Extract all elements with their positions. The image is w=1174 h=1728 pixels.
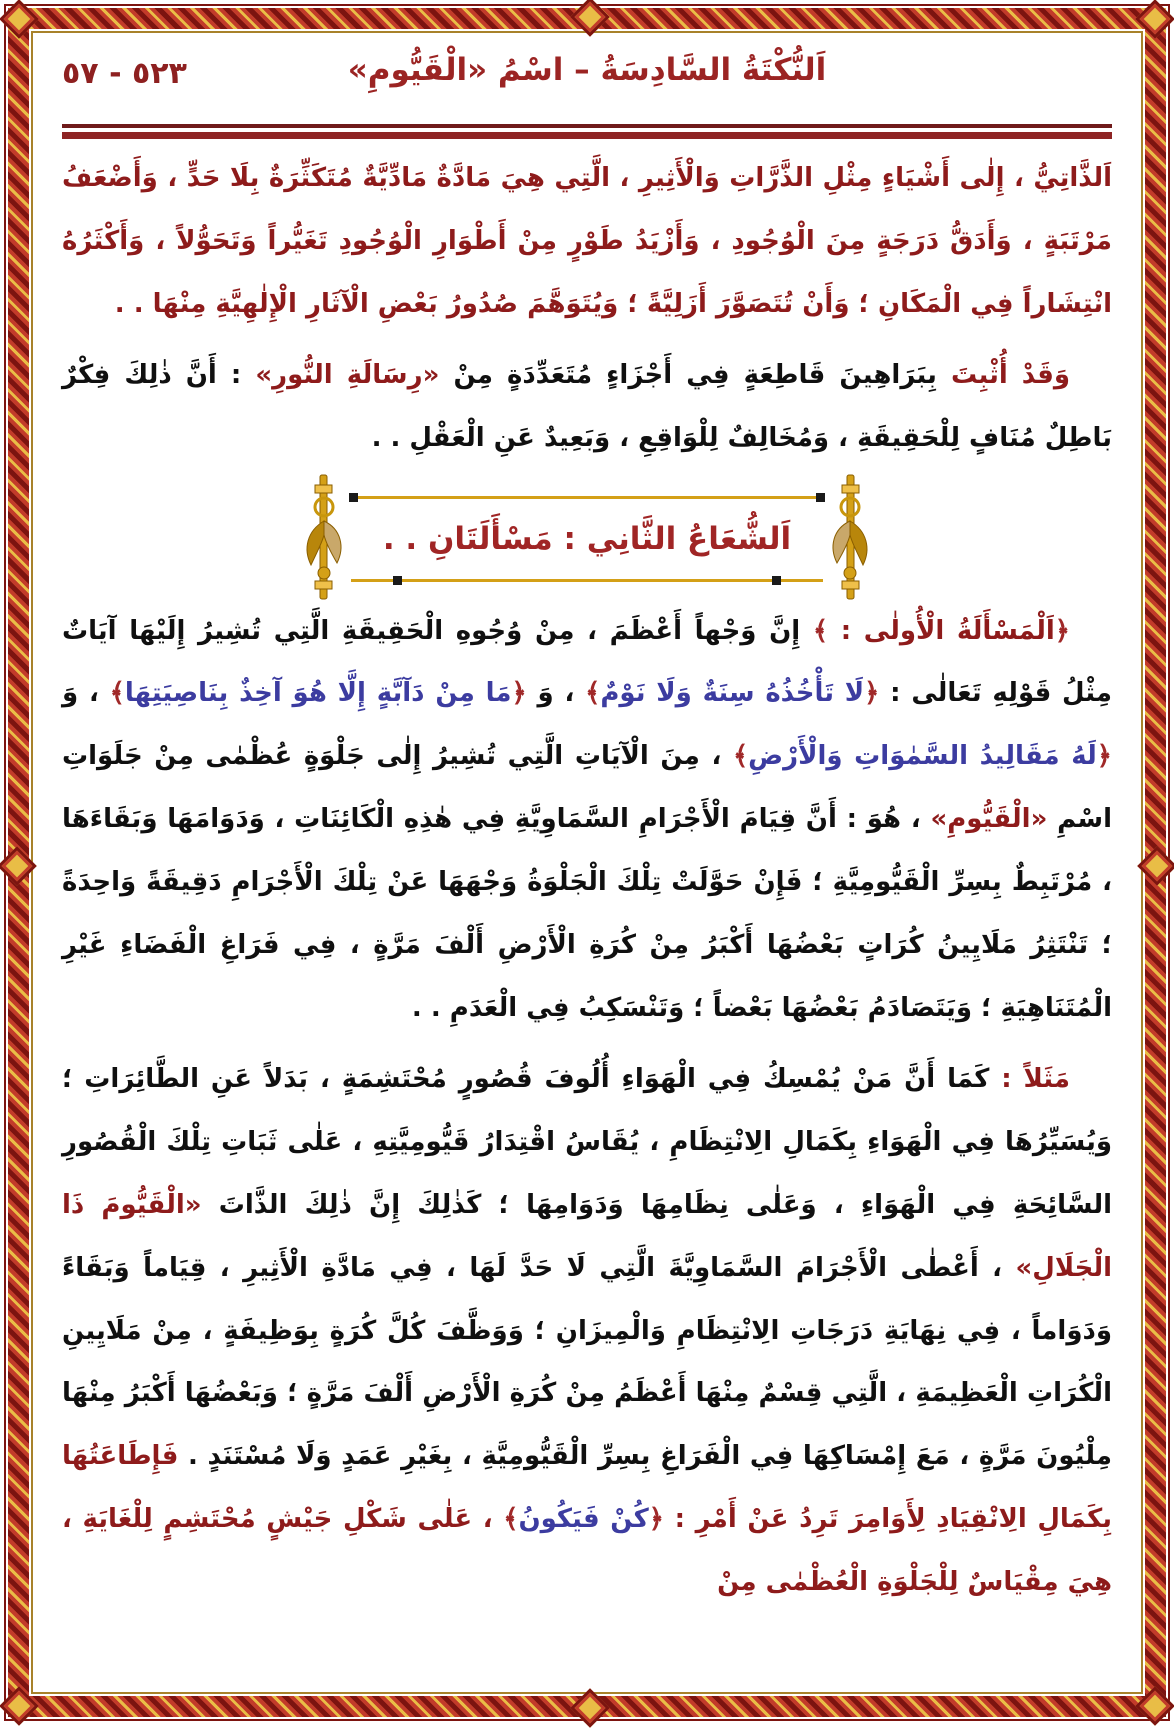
quran-verse: لَهُ مَقَالِيدُ السَّمٰوَاتِ وَالْأَرْضِ xyxy=(748,741,1097,772)
border-corner-ornament xyxy=(1135,0,1174,39)
verse-bracket-ornament: ﴿ xyxy=(1096,741,1112,772)
border-corner-ornament xyxy=(0,0,39,39)
text-segment: كَمَا أَنَّ مَنْ يُمْسِكُ فِي الْهَوَاءِ أُلُوفَ قُصُورٍ مُحْتَشِمَةٍ ، بَدَلاً عَنِ الطَّائِرَاتِ ؛ وَيُسَيِّرُهَا فِي الْهَوَاءِ بِكَمَالِ الِانْتِظَامِ ، يُقَاسُ اقْتِدَارُ قَيُّومِيَّتِهِ ، عَلٰى ثَبَاتِ تِلْكَ الْقُصُورِ السَّائِحَةِ فِي الْهَوَاءِ ، وَعَلٰى نِظَامِهَا وَدَوَامِهَا ؛ كَذٰلِكَ إِنَّ ذٰلِكَ الذَّاتَ xyxy=(62,1063,1112,1220)
body-text-top xyxy=(62,147,1112,470)
verse-bracket-ornament: ﴾ xyxy=(503,1504,519,1535)
text-segment: ، وَ xyxy=(62,678,110,709)
frame-flourish-right-icon xyxy=(821,471,881,607)
text-segment: «الْقَيُّومِ» xyxy=(930,804,1048,835)
verse-bracket-ornament: ﴾ xyxy=(585,678,601,709)
verse-bracket-ornament: ﴾ xyxy=(109,678,125,709)
border-edge-ornament xyxy=(570,0,610,37)
text-segment: ، عَلٰى شَكْلِ جَيْشٍ مُحْتَشِمٍ لِلْغَايَةِ ، هِيَ مِقْيَاسٌ لِلْجَلْوَةِ الْعُظْمٰى مِنْ xyxy=(62,1504,1112,1598)
section-heading-box xyxy=(351,496,823,582)
text-segment: «الْقَيُّومَ ذَا الْجَلَالِ» xyxy=(62,1189,1112,1283)
section-heading-frame xyxy=(307,496,867,582)
header-rule-top xyxy=(62,124,1112,128)
page-number: ٥٢٣ - ٥٧ xyxy=(62,56,187,91)
text-segment: وَقَدْ أُثْبِتَ xyxy=(936,359,1071,390)
frame-flourish-left-icon xyxy=(293,471,353,607)
border-edge-ornament xyxy=(1137,846,1174,886)
page-title: اَلنُّكْتَةُ السَّادِسَةُ – اسْمُ «الْقَيُّومِ» xyxy=(347,52,827,88)
text-segment: اَلْمَسْأَلَةُ الْأُولٰى : xyxy=(828,615,1055,646)
border-corner-ornament xyxy=(0,1686,39,1726)
text-segment: مَثَلاً : xyxy=(989,1063,1070,1094)
verse-bracket-ornament: ﴿ xyxy=(648,1504,665,1535)
text-segment: ، هُوَ : أَنَّ قِيَامَ الْأَجْرَامِ السَّمَاوِيَّةِ فِي هٰذِهِ الْكَائِنَاتِ ، وَدَوَامَهَا وَبَقَاءَهَا ، مُرْتَبِطٌ بِسِرِّ الْقَيُّومِيَّةِ ؛ فَإِنْ حَوَّلَتْ تِلْكَ الْجَلْوَةُ وَجْهَهَا عَنْ تِلْكَ الْأَجْرَامِ دَقِيقَةً وَاحِدَةً ؛ تَنْتَثِرُ مَلَايِينُ كُرَاتٍ بَعْضُهَا أَكْبَرُ مِنْ كُرَةِ الْأَرْضِ أَلْفَ مَرَّةٍ ، فِي فَرَاغِ الْفَضَاءِ غَيْرِ الْمُتَنَاهِيَةِ ؛ وَيَتَصَادَمُ بَعْضُهَا بَعْضاً ؛ وَتَنْسَكِبُ فِي الْعَدَمِ . . xyxy=(62,804,1112,1023)
quran-verse: مَا مِنْ دَآبَّةٍ إِلَّا هُوَ آخِذٌ بِنَاصِيَتِهَا xyxy=(124,678,512,709)
body-text-bottom xyxy=(62,600,1112,1615)
paragraph xyxy=(62,344,1112,470)
page-content xyxy=(62,42,1112,1685)
verse-bracket-ornament: ﴿ xyxy=(511,678,527,709)
text-segment: ، أَعْطٰى الْأَجْرَامَ السَّمَاوِيَّةَ الَّتِي لَا حَدَّ لَهَا ، فِي مَادَّةِ الْأَثِيرِ ، قِيَاماً وَبَقَاءً وَدَوَاماً ، فِي نِهَايَةِ دَرَجَاتِ الِانْتِظَامِ وَالْمِيزَانِ ؛ وَوَظَّفَ كُلَّ كُرَةٍ بِوَظِيفَةٍ ، مِنْ مَلَايِينِ الْكُرَاتِ الْعَظِيمَةِ ، الَّتِي قِسْمٌ مِنْهَا أَعْظَمُ مِنْ كُرَةِ الْأَرْضِ أَلْفَ مَرَّةٍ ؛ وَبَعْضُهَا أَكْبَرُ مِنْهَا مِلْيُونَ مَرَّةٍ ، مَعَ إِمْسَاكِهَا فِي الْفَرَاغِ بِسِرِّ الْقَيُّومِيَّةِ ، بِغَيْرِ عَمَدٍ وَلَا مُسْتَنَدٍ . xyxy=(62,1252,1112,1472)
text-segment: فَإِطَاعَتُهَا بِكَمَالِ الِانْقِيَادِ لِأَوَامِرَ تَرِدُ عَنْ أَمْرِ : xyxy=(62,1441,1112,1535)
verse-bracket-ornament: ﴾ xyxy=(800,615,829,646)
border-corner-ornament xyxy=(1135,1686,1174,1726)
paragraph xyxy=(62,1048,1112,1614)
border-edge-ornament xyxy=(570,1688,610,1728)
text-segment: اَلذَّاتِيُّ ، إِلٰى أَشْيَاءٍ مِثْلِ الذَّرَّاتِ وَالْأَثِيرِ ، الَّتِي هِيَ مَادَّةٌ مَادِّيَّةٌ مُتَكَثِّرَةٌ بِلَا حَدٍّ ، وَأَضْعَفُ مَرْتَبَةٍ ، وَأَدَقُّ دَرَجَةٍ مِنَ الْوُجُودِ ، وَأَزْيَدُ طَوْرٍ مِنْ أَطْوَارِ الْوُجُودِ تَغَيُّراً وَتَحَوُّلاً ، وَأَكْثَرُهُ انْتِشَاراً فِي الْمَكَانِ ؛ وَأَنْ تُتَصَوَّرَ أَزَلِيَّةً ؛ وَيُتَوَهَّمَ صُدُورُ بَعْضِ الْآثَارِ الْإِلٰهِيَّةِ مِنْهَا . . xyxy=(62,163,1112,319)
verse-bracket-ornament: ﴿ xyxy=(1054,615,1070,646)
border-edge-ornament xyxy=(0,846,37,886)
text-segment: ، مِنَ الْآيَاتِ الَّتِي تُشِيرُ إِلٰى جَلْوَةٍ عُظْمٰى مِنْ جَلَوَاتِ اسْمِ xyxy=(62,741,1112,835)
text-segment: بِبَرَاهِينَ قَاطِعَةٍ فِي أَجْزَاءٍ مُتَعَدِّدَةٍ مِنْ xyxy=(439,359,937,390)
text-segment: ، وَ xyxy=(526,678,586,709)
quran-verse: كُنْ فَيَكُونُ xyxy=(518,1504,649,1535)
paragraph xyxy=(62,147,1112,336)
text-segment: : أَنَّ ذٰلِكَ فِكْرٌ بَاطِلٌ مُنَافٍ لِلْحَقِيقَةِ ، وَمُخَالِفٌ لِلْوَاقِعِ ، وَبَعِيدٌ عَنِ الْعَقْلِ . . xyxy=(62,359,1112,453)
section-heading: اَلشُّعَاعُ الثَّانِي : مَسْأَلَتَانِ . . xyxy=(382,520,792,557)
quran-verse: لَا تَأْخُذُهُ سِنَةٌ وَلَا نَوْمٌ xyxy=(600,678,865,709)
verse-bracket-ornament: ﴿ xyxy=(864,678,880,709)
text-segment: «رِسَالَةِ النُّورِ» xyxy=(255,359,440,390)
paragraph xyxy=(62,600,1112,1040)
page-header xyxy=(62,42,1112,114)
verse-bracket-ornament: ﴾ xyxy=(732,741,749,772)
text-segment: إِنَّ وَجْهاً أَعْظَمَ ، مِنْ وُجُوهِ الْحَقِيقَةِ الَّتِي تُشِيرُ إِلَيْهَا آيَاتٌ مِثْلُ قَوْلِهِ تَعَالٰى : xyxy=(62,615,1112,709)
header-rule-bottom xyxy=(62,132,1112,139)
